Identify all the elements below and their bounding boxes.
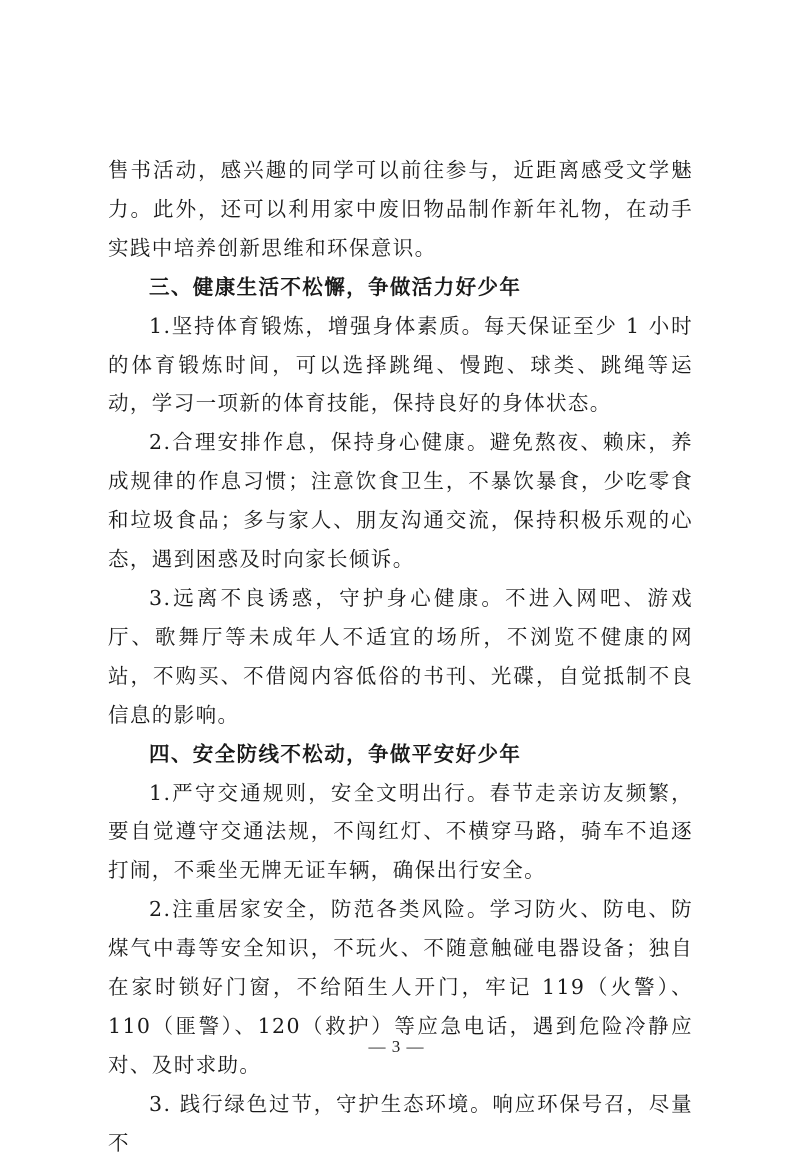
body-paragraph: 1.严守交通规则，安全文明出行。春节走亲访友频繁，要自觉遵守交通法规，不闯红灯、不横穿马路，骑车不追逐打闹，不乘坐无牌无证车辆，确保出行安全。 xyxy=(108,780,693,883)
body-paragraph: 1.坚持体育锻炼，增强身体素质。每天保证至少 1 小时的体育锻炼时间，可以选择跳绳、慢跑、球类、跳绳等运动，学习一项新的体育技能，保持良好的身体状态。 xyxy=(108,313,693,416)
body-paragraph: 2.注重居家安全，防范各类风险。学习防火、防电、防煤气中毒等安全知识，不玩火、不随意触碰电器设备；独自在家时锁好门窗，不给陌生人开门，牢记 119（火警）、110（匪警）、120（救护）等应急电话，遇到危险冷静应对、及时求助。 xyxy=(108,897,693,1077)
document-body xyxy=(108,151,693,1163)
body-paragraph: 2.合理安排作息，保持身心健康。避免熬夜、赖床，养成规律的作息习惯；注意饮食卫生，不暴饮暴食，少吃零食和垃圾食品；多与家人、朋友沟通交流，保持积极乐观的心态，遇到困惑及时向家长倾诉。 xyxy=(108,430,693,572)
section-heading: 三、健康生活不松懈，争做活力好少年 xyxy=(149,274,522,299)
page-number: — 3 — xyxy=(368,1037,425,1056)
section-heading: 四、安全防线不松动，争做平安好少年 xyxy=(149,741,522,766)
body-paragraph: 售书活动，感兴趣的同学可以前往参与，近距离感受文学魅力。此外，还可以利用家中废旧物品制作新年礼物，在动手实践中培养创新思维和环保意识。 xyxy=(108,158,693,260)
body-paragraph: 3. 践行绿色过节，守护生态环境。响应环保号召，尽量不 xyxy=(108,1091,693,1155)
body-paragraph: 3.远离不良诱惑，守护身心健康。不进入网吧、游戏厅、歌舞厅等未成年人不适宜的场所，不浏览不健康的网站，不购买、不借阅内容低俗的书刊、光碟，自觉抵制不良信息的影响。 xyxy=(108,585,693,727)
